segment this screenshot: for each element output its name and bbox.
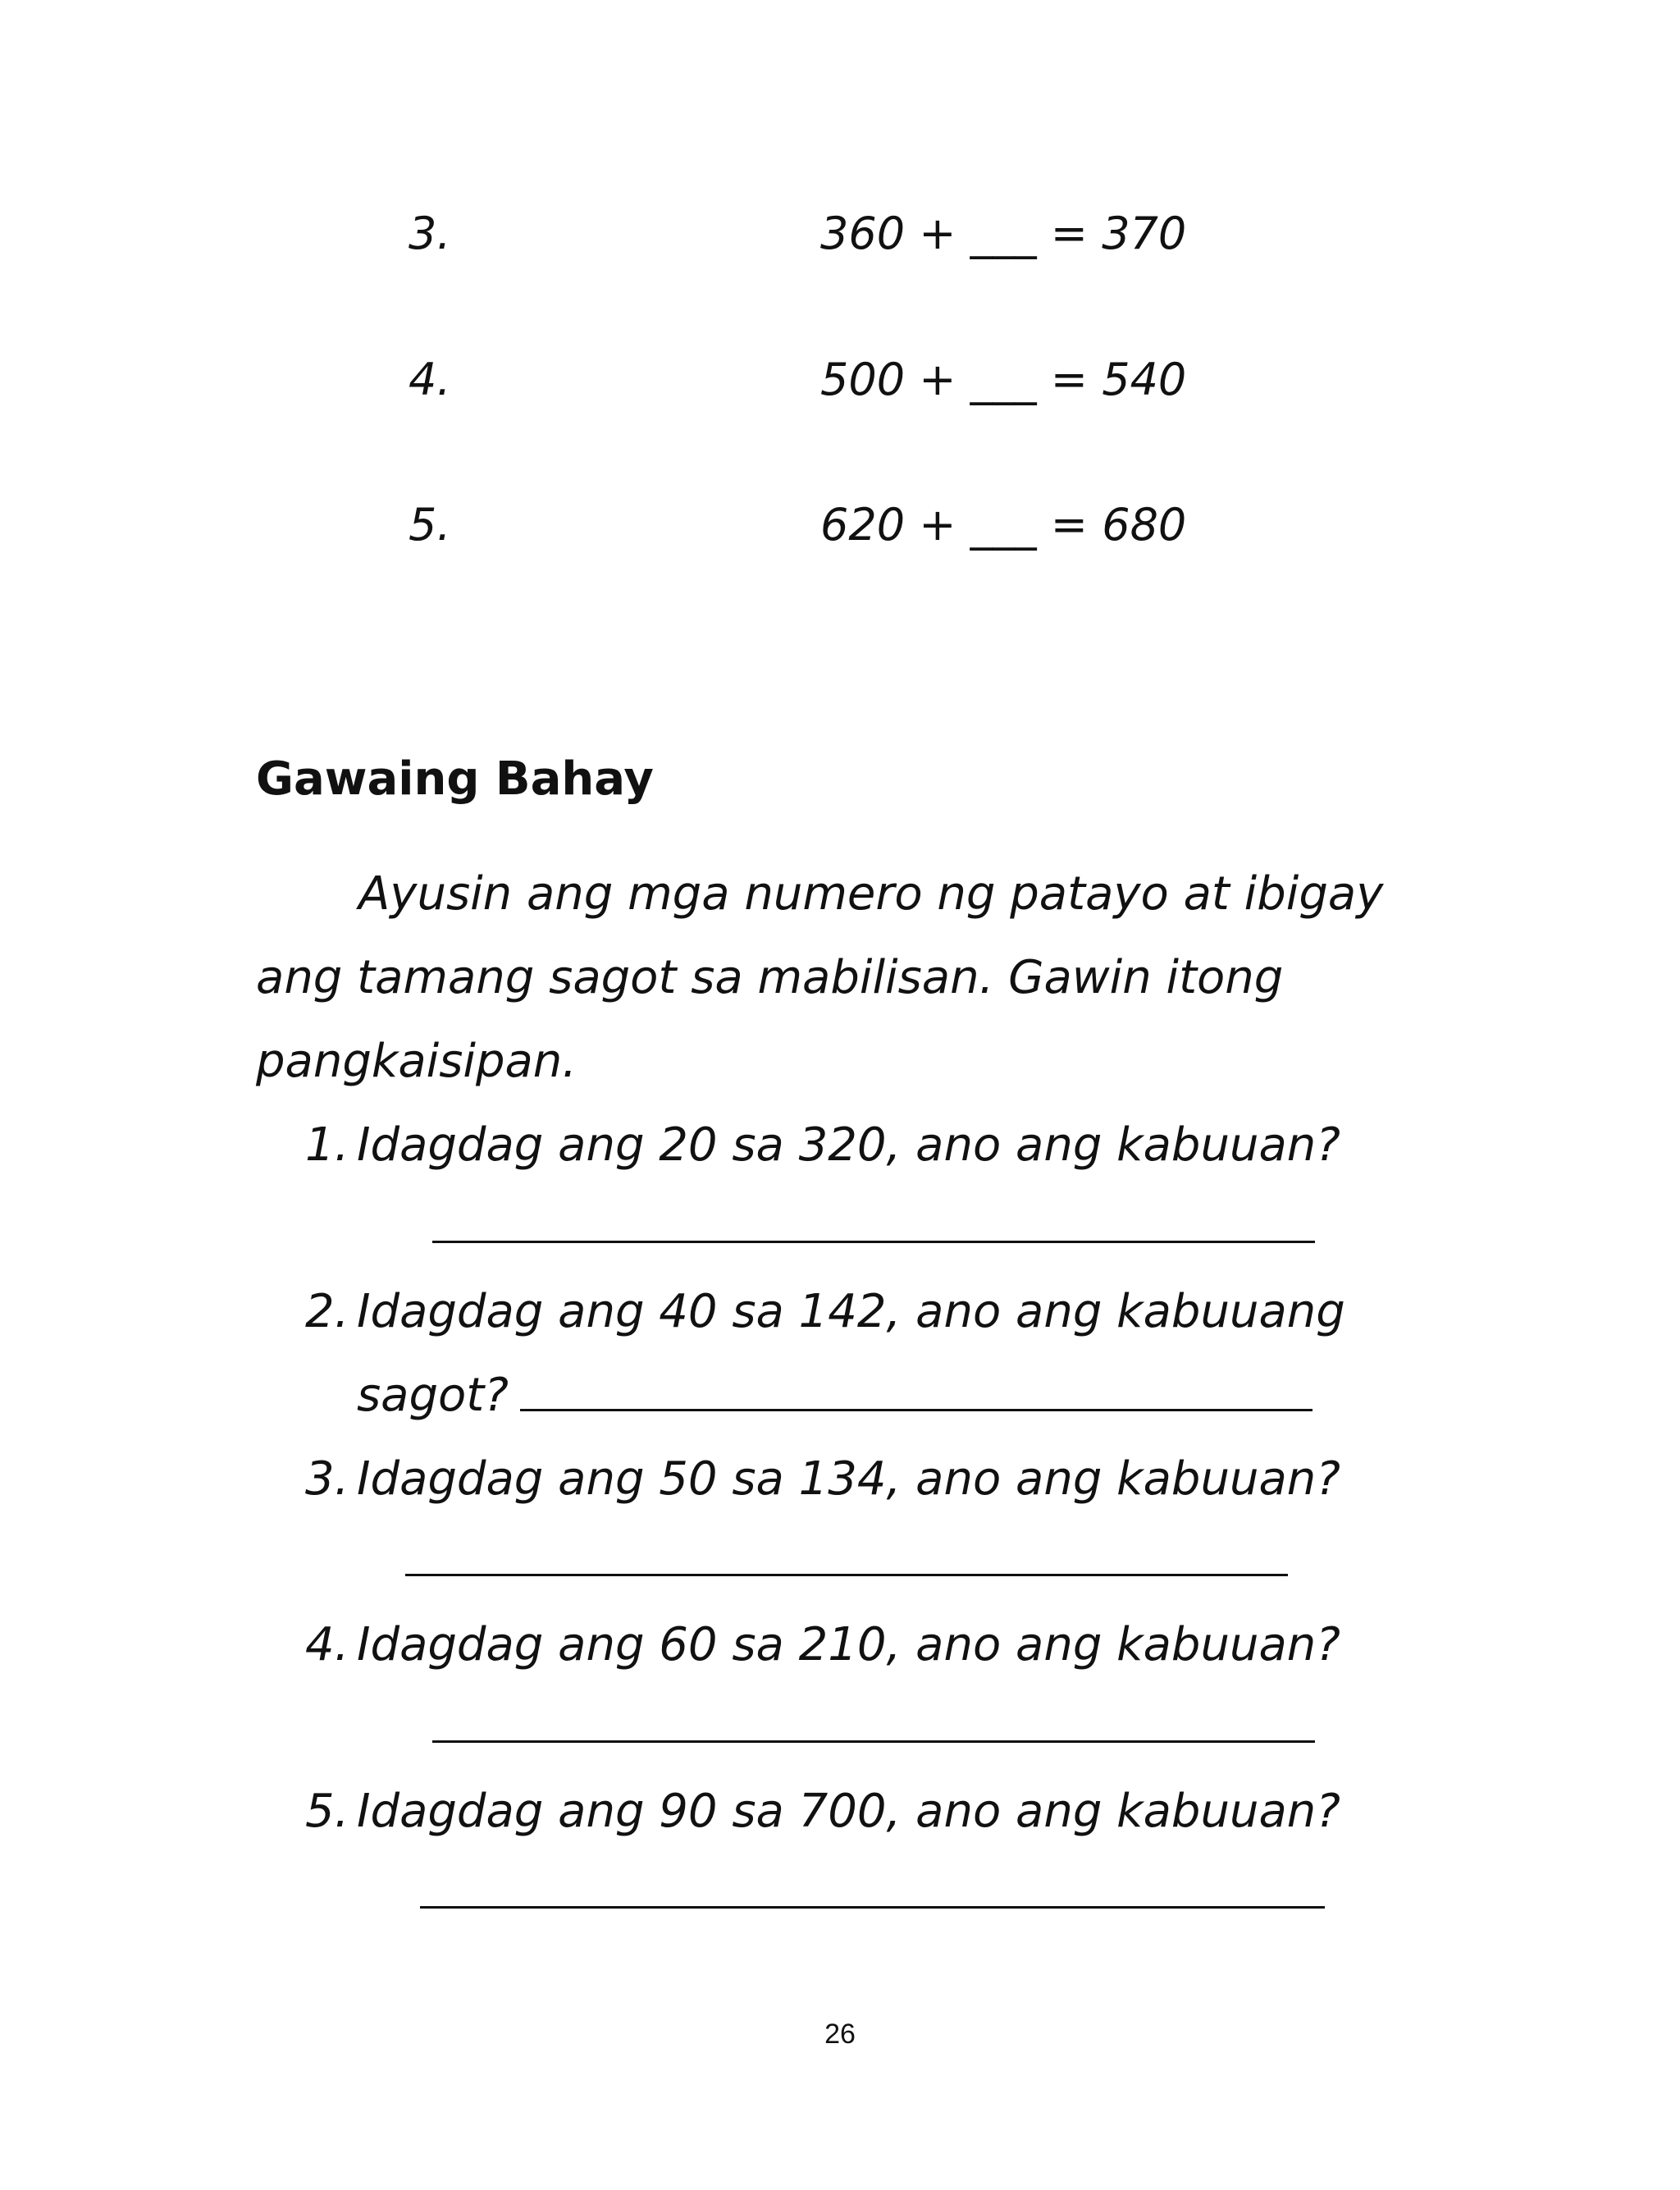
equation-expression: 360 + ___ = 370	[820, 208, 1187, 259]
equation-number: 4.	[409, 354, 451, 405]
question-number: 4.	[305, 1618, 349, 1671]
page-number: 26	[824, 2019, 856, 2050]
instructions-line: Ayusin ang mga numero ng patayo at ibigay	[358, 867, 1384, 921]
answer-line	[405, 1574, 1288, 1576]
question-text: Idagdag ang 40 sa 142, ano ang kabuuang	[357, 1285, 1345, 1338]
answer-line	[420, 1906, 1325, 1909]
question-text: Idagdag ang 50 sa 134, ano ang kabuuan?	[357, 1452, 1340, 1506]
equation-number: 5.	[409, 499, 451, 551]
question-text: Idagdag ang 90 sa 700, ano ang kabuuan?	[357, 1785, 1340, 1838]
equation-expression: 500 + ___ = 540	[820, 354, 1187, 405]
instructions-line: pangkaisipan.	[256, 1035, 578, 1088]
question-number: 1.	[305, 1118, 349, 1172]
instructions-line: ang tamang sagot sa mabilisan. Gawin itong	[256, 951, 1284, 1004]
answer-line	[432, 1241, 1315, 1243]
question-text: Idagdag ang 20 sa 320, ano ang kabuuan?	[357, 1118, 1340, 1172]
question-number: 3.	[305, 1452, 349, 1506]
question-text: Idagdag ang 60 sa 210, ano ang kabuuan?	[357, 1618, 1340, 1671]
answer-line	[520, 1409, 1312, 1411]
answer-line	[432, 1740, 1315, 1743]
section-heading: Gawaing Bahay	[256, 752, 654, 806]
equation-expression: 620 + ___ = 680	[820, 499, 1187, 551]
question-number: 5.	[305, 1785, 349, 1838]
question-number: 2.	[305, 1285, 349, 1338]
question-continuation: sagot?	[357, 1369, 509, 1422]
equation-number: 3.	[409, 208, 451, 259]
